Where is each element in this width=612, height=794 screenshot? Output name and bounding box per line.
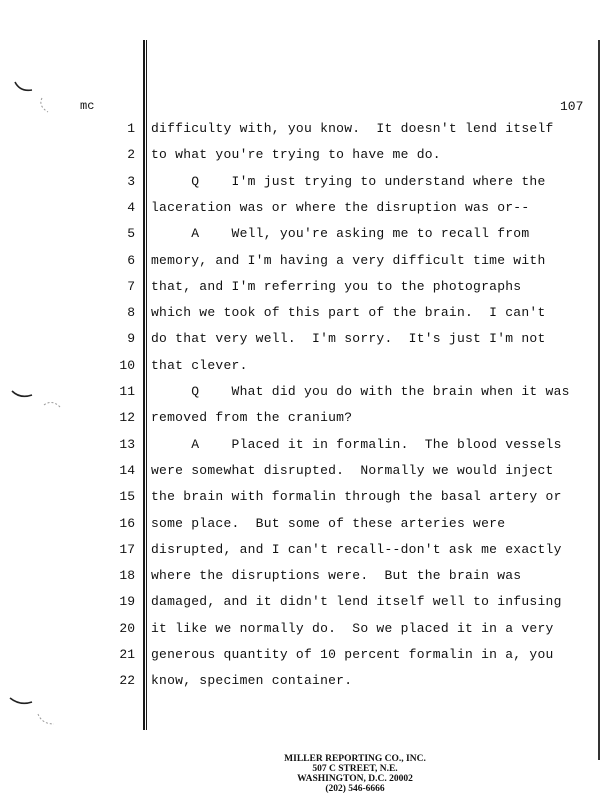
transcript-line: difficulty with, you know. It doesn't lend itself (151, 121, 554, 136)
line-number: 1 (127, 121, 135, 136)
binder-hole-mark-bottom (8, 690, 63, 735)
line-number: 22 (119, 673, 135, 688)
transcript-line: generous quantity of 10 percent formalin in a, you (151, 647, 554, 662)
line-number: 11 (119, 384, 135, 399)
transcript-line: that, and I'm referring you to the photographs (151, 279, 522, 294)
reporter-initials: mc (80, 99, 95, 113)
transcript-line: know, specimen container. (151, 673, 353, 688)
footer-city: WASHINGTON, D.C. 20002 (297, 774, 413, 784)
transcript-line: some place. But some of these arteries were (151, 516, 506, 531)
left-margin-rule (143, 40, 145, 730)
footer (260, 754, 450, 794)
transcript-line: which we took of this part of the brain. I can't (151, 305, 546, 320)
line-number: 19 (119, 594, 135, 609)
binder-hole-mark-top (12, 80, 62, 120)
line-number: 10 (119, 358, 135, 373)
transcript-line: it like we normally do. So we placed it in a very (151, 621, 554, 636)
footer-company: MILLER REPORTING CO., INC. (284, 754, 426, 764)
footer-street: 507 C STREET, N.E. (312, 764, 398, 774)
transcript-line: that clever. (151, 358, 248, 373)
line-number: 21 (119, 647, 135, 662)
transcript-line: removed from the cranium? (151, 410, 353, 425)
transcript-line: Q What did you do with the brain when it was (151, 384, 570, 399)
transcript-line: where the disruptions were. But the brain was (151, 568, 522, 583)
line-number: 14 (119, 463, 135, 478)
page-number: 107 (560, 99, 584, 114)
transcript-line: A Placed it in formalin. The blood vessels (151, 437, 562, 452)
line-number: 5 (127, 226, 135, 241)
line-number: 7 (127, 279, 135, 294)
line-number: 9 (127, 331, 135, 346)
line-number: 8 (127, 305, 135, 320)
transcript-line: damaged, and it didn't lend itself well to infusing (151, 594, 562, 609)
binder-hole-mark-middle (10, 385, 65, 425)
transcript-line: were somewhat disrupted. Normally we would inject (151, 463, 554, 478)
line-number: 13 (119, 437, 135, 452)
line-number: 2 (127, 147, 135, 162)
footer-phone: (202) 546-6666 (325, 784, 385, 794)
transcript-line: A Well, you're asking me to recall from (151, 226, 530, 241)
transcript-line: do that very well. I'm sorry. It's just I'm not (151, 331, 546, 346)
transcript-line: memory, and I'm having a very difficult time with (151, 253, 546, 268)
line-number: 12 (119, 410, 135, 425)
line-number: 15 (119, 489, 135, 504)
line-number: 17 (119, 542, 135, 557)
line-number: 6 (127, 253, 135, 268)
line-number: 16 (119, 516, 135, 531)
line-number: 4 (127, 200, 135, 215)
right-margin-rule (598, 40, 600, 760)
transcript-line: laceration was or where the disruption was or-- (151, 200, 530, 215)
transcript-line: the brain with formalin through the basal artery or (151, 489, 562, 504)
line-number: 18 (119, 568, 135, 583)
line-number: 20 (119, 621, 135, 636)
transcript-line: Q I'm just trying to understand where the (151, 174, 546, 189)
transcript-line: disrupted, and I can't recall--don't ask me exactly (151, 542, 562, 557)
transcript-line: to what you're trying to have me do. (151, 147, 441, 162)
line-number: 3 (127, 174, 135, 189)
left-margin-rule-inner (146, 40, 147, 730)
